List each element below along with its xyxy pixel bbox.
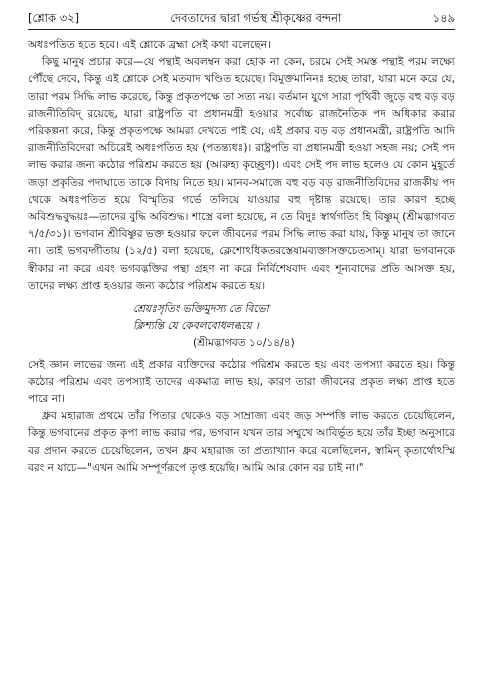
- verse-line-2: ক্লিশ্যন্তি যে কেবলবোধলব্ধয়ে ।: [133, 320, 259, 333]
- running-header: [28, 10, 455, 30]
- quoted-verse: [28, 301, 455, 353]
- verse-reference: (শ্রীমদ্ভাগবত ১০/১৪/৪): [193, 337, 295, 350]
- chapter-title: দেবতাদের দ্বারা গর্ভস্থ শ্রীকৃষ্ণের বন্দনা: [170, 11, 342, 25]
- paragraph-2: কিছু মানুষ প্রচার করে—যে পন্থাই অবলম্বন করা হোক না কেন, চরমে সেই সমস্ত পন্থাই পরম লক্ষ্যে পৌঁছে দেবে, কিন্তু এই শ্লোকে সেই মতবাদ খণ্ডিত হয়েছে। বিমুক্তমানিনঃ হচ্ছে তারা, যারা মনে করে যে, তারা পরম সিদ্ধি লাভ করেছে, কিন্তু প্রকৃতপক্ষে তা সত্য নয়। বর্তমান যুগে সারা পৃথিবী জুড়ে বহু বড় বড় রাজনীতিবিদ্‌ রয়েছে, যারা রাষ্ট্রপতি বা প্রধানমন্ত্রী হওয়ার সর্বোচ্চ রাজনৈতিক পদ অধিকার করার পরিকল্পনা করে, কিন্তু প্রকৃতপক্ষে আমরা দেখতে পাই যে, এই প্রকার বড় বড় প্রধানমন্ত্রী, রাষ্ট্রপতি আদি রাজনীতিবিদেরা অচিরেই অধঃপতিত হয় (পতন্ত্যধঃ)। রাষ্ট্রপতি বা প্রধানমন্ত্রী হওয়া সহজ নয়; সেই পদ লাভ করার জন্য কঠোর পরিশ্রম করতে হয় (আরুহ্য কৃচ্ছ্রেণ)। এবং সেই পদ লাভ হলেও যে কোন মুহূর্তে জড়া প্রকৃতির পদাঘাতে তাকে বিদায় নিতে হয়। মানব-সমাজে বহু বড় বড় রাজনীতিবিদের রাজকীয় পদ থেকে অধঃপতিত হয়ে বিস্মৃতির গর্ভে তলিয়ে যাওয়ার বহু দৃষ্টান্ত রয়েছে। তার কারণ হচ্ছে অবিশুদ্ধবুদ্ধয়ঃ—তাদের বুদ্ধি অবিশুদ্ধ। শাস্ত্রে বলা হয়েছে, ন তে বিদুঃ স্বার্থগতিং হি বিষ্ণুম্‌ (শ্রীমদ্ভাগবত ৭/৫/৩১)। ভগবান শ্রীবিষ্ণুর ভক্ত হওয়ার ফলে জীবনের পরম সিদ্ধি লাভ করা যায়, কিন্তু মানুষ তা জানে না। তাই ভগবদ্গীতায় (১২/৫) বলা হয়েছে, ক্লেশোঽধিকতরস্তেষামব্যক্তাসক্তচেতসাম্‌। যারা ভগবানকে স্বীকার না করে এবং ভগবদ্ভক্তির পন্থা গ্রহণ না করে নির্বিশেষবাদ এবং শূন্যবাদের প্রতি আসক্ত হয়, তাদের লক্ষ্য প্রাপ্ত হওয়ার জন্য কঠোর পরিশ্রম করতে হয়।: [28, 56, 455, 292]
- paragraph-1: অধঃপতিত হতে হবে। এই শ্লোকে ব্রহ্মা সেই কথা বলেছেন।: [28, 39, 271, 51]
- page-number: ১৪৯: [432, 11, 455, 25]
- verse-line-1: শ্রেয়ঃসৃতিং ভক্তিমুদস্য তে বিভো: [133, 303, 269, 316]
- paragraph-3: সেই জ্ঞান লাভের জন্য এই প্রকার ব্যক্তিদের কঠোর পরিশ্রম করতে হয় এবং তপস্যা করতে হয়। কিন্তু কঠোর পরিশ্রম এবং তপস্যাই তাদের একমাত্র লাভ হয়, কারণ তারা জীবনের প্রকৃত লক্ষ্য প্রাপ্ত হতে পারে না।: [28, 358, 455, 406]
- verse-label: [শ্লোক ৩২]: [28, 11, 80, 25]
- paragraph-4: ধ্রুব মহারাজ প্রথমে তাঁর পিতার থেকেও বড় সাম্রাজ্য এবং জড় সম্পত্তি লাভ করতে চেয়েছিলেন, কিন্তু ভগবানের প্রকৃত কৃপা লাভ করার পর, ভগবান যখন তার সম্মুখে আবির্ভূত হয়ে তাঁর ইচ্ছা অনুসারে বর প্রদান করতে চেয়েছিলেন, তখন ধ্রুব মহারাজ তা প্রত্যাখ্যান করে বলেছিলেন, স্বামিন্‌ কৃতার্থোঽস্মি বরং ন যাচে—"এখন আমি সম্পূর্ণরূপে তৃপ্ত হয়েছি। আমি আর কোন বর চাই না।": [28, 410, 455, 474]
